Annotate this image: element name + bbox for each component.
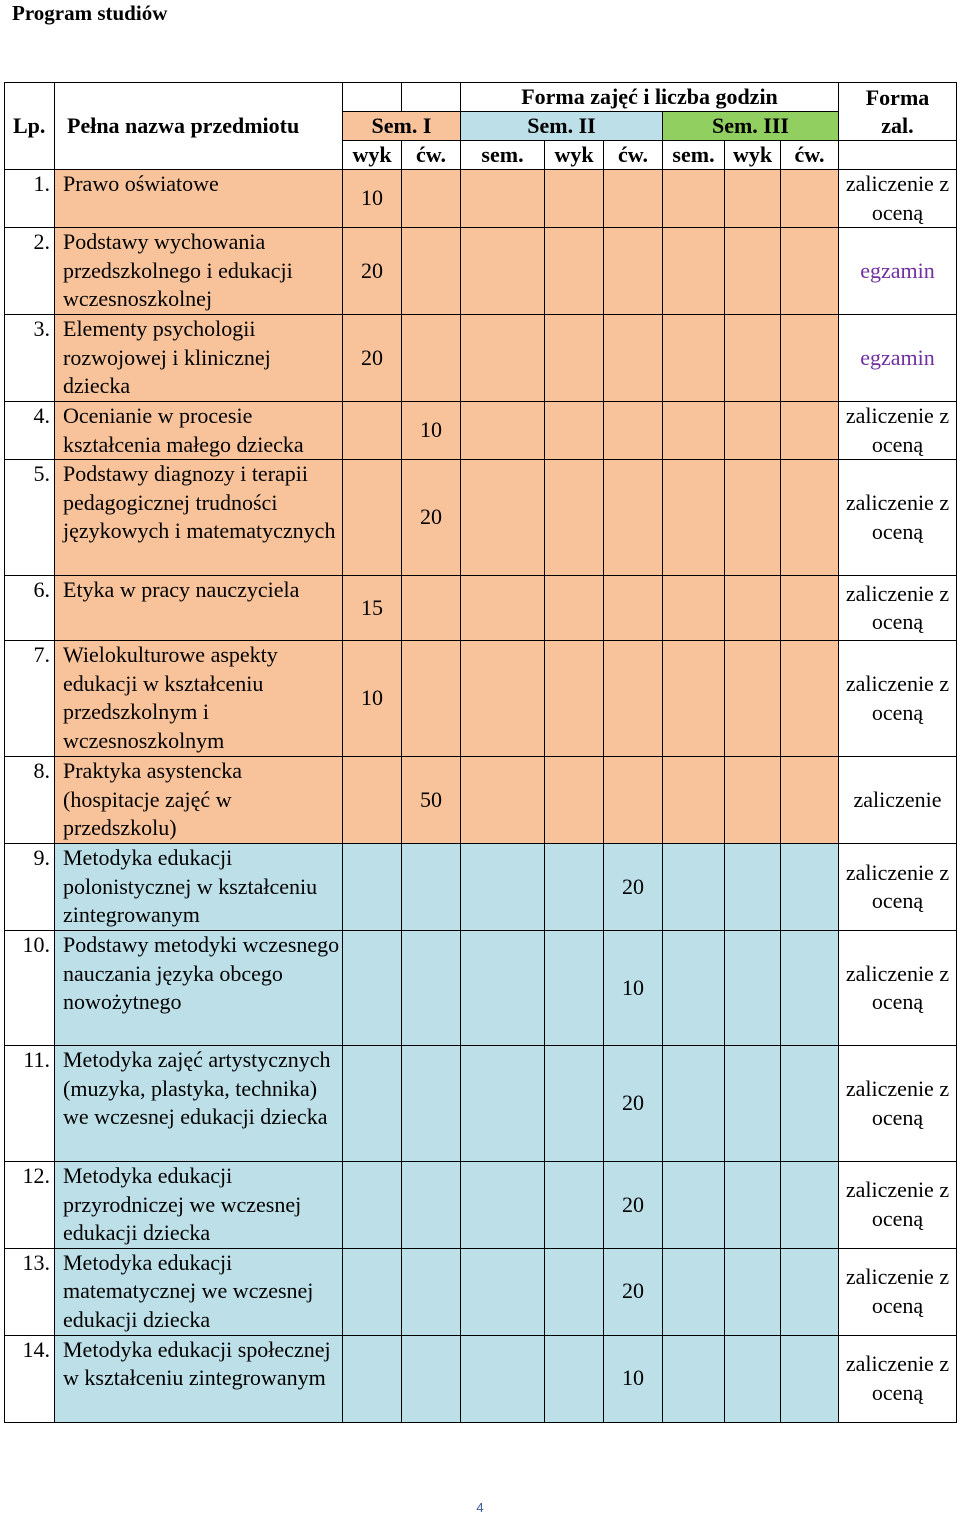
hours-cell-sem2 bbox=[663, 1046, 725, 1162]
hours-cell-sem2 bbox=[663, 315, 725, 402]
hours-cell-cw1: 10 bbox=[402, 402, 461, 460]
hours-cell-wyk1: 20 bbox=[343, 315, 402, 402]
hours-cell-sem1 bbox=[461, 931, 545, 1046]
hours-cell-sem1 bbox=[461, 641, 545, 757]
assessment-cell: zaliczenie z oceną bbox=[839, 170, 957, 228]
hours-cell-wyk2 bbox=[545, 757, 604, 844]
hours-cell-cw2: 10 bbox=[604, 931, 663, 1046]
lp-cell: 4. bbox=[5, 402, 55, 460]
subject-name-cell: Podstawy wychowania przedszkolnego i edukacji wczesnoszkolnej bbox=[55, 228, 343, 315]
hours-cell-sem2 bbox=[663, 1162, 725, 1249]
hours-cell-wyk2 bbox=[545, 402, 604, 460]
hours-cell-wyk1 bbox=[343, 1046, 402, 1162]
hours-cell-cw3 bbox=[781, 402, 839, 460]
assessment-cell: zaliczenie z oceną bbox=[839, 1248, 957, 1335]
hours-cell-sem2 bbox=[663, 931, 725, 1046]
hours-cell-cw2 bbox=[604, 576, 663, 641]
hours-cell-cw1 bbox=[402, 1335, 461, 1422]
hours-cell-cw2: 10 bbox=[604, 1335, 663, 1422]
hours-cell-cw2: 20 bbox=[604, 1046, 663, 1162]
subject-name-cell: Metodyka edukacji matematycznej we wczesnej edukacji dziecka bbox=[55, 1248, 343, 1335]
table-row bbox=[5, 460, 957, 576]
assessment-cell: zaliczenie z oceną bbox=[839, 576, 957, 641]
table-row bbox=[5, 757, 957, 844]
table-row bbox=[5, 931, 957, 1046]
table-row bbox=[5, 402, 957, 460]
hours-cell-cw2: 20 bbox=[604, 1248, 663, 1335]
hours-cell-wyk1: 10 bbox=[343, 170, 402, 228]
header-row-1 bbox=[5, 83, 957, 112]
hours-cell-cw1 bbox=[402, 1162, 461, 1249]
hours-cell-cw3 bbox=[781, 460, 839, 576]
assessment-cell: zaliczenie z oceną bbox=[839, 641, 957, 757]
hours-cell-wyk2 bbox=[545, 1162, 604, 1249]
lp-cell: 14. bbox=[5, 1335, 55, 1422]
hours-cell-sem2 bbox=[663, 757, 725, 844]
table-row bbox=[5, 1162, 957, 1249]
hours-cell-sem2 bbox=[663, 402, 725, 460]
hours-cell-sem1 bbox=[461, 576, 545, 641]
hours-cell-cw1 bbox=[402, 1248, 461, 1335]
table-row bbox=[5, 844, 957, 931]
header-spacer bbox=[343, 83, 402, 112]
table-row bbox=[5, 576, 957, 641]
hours-cell-wyk1 bbox=[343, 931, 402, 1046]
assessment-cell: zaliczenie z oceną bbox=[839, 1046, 957, 1162]
hours-cell-wyk3 bbox=[725, 315, 781, 402]
table-row bbox=[5, 315, 957, 402]
lp-cell: 3. bbox=[5, 315, 55, 402]
lp-cell: 13. bbox=[5, 1248, 55, 1335]
hours-cell-cw3 bbox=[781, 170, 839, 228]
hours-cell-sem1 bbox=[461, 228, 545, 315]
hours-cell-wyk1 bbox=[343, 402, 402, 460]
hours-cell-wyk3 bbox=[725, 460, 781, 576]
subject-name-cell: Metodyka edukacji społecznej w kształceniu zintegrowanym bbox=[55, 1335, 343, 1422]
hours-cell-wyk2 bbox=[545, 170, 604, 228]
hours-cell-sem2 bbox=[663, 170, 725, 228]
assessment-cell: egzamin bbox=[839, 228, 957, 315]
hours-cell-sem1 bbox=[461, 1248, 545, 1335]
hours-cell-sem1 bbox=[461, 844, 545, 931]
hours-cell-cw3 bbox=[781, 1046, 839, 1162]
lp-cell: 6. bbox=[5, 576, 55, 641]
assessment-cell: egzamin bbox=[839, 315, 957, 402]
hours-cell-wyk1 bbox=[343, 460, 402, 576]
hours-cell-wyk3 bbox=[725, 1162, 781, 1249]
assessment-cell: zaliczenie z oceną bbox=[839, 931, 957, 1046]
hours-cell-cw2 bbox=[604, 402, 663, 460]
lp-cell: 8. bbox=[5, 757, 55, 844]
sub-header: wyk bbox=[725, 141, 781, 170]
hours-cell-cw1 bbox=[402, 1046, 461, 1162]
name-header: Pełna nazwa przedmiotu bbox=[55, 83, 343, 170]
hours-cell-sem2 bbox=[663, 641, 725, 757]
hours-cell-wyk3 bbox=[725, 576, 781, 641]
program-body bbox=[5, 170, 957, 1423]
hours-cell-cw3 bbox=[781, 315, 839, 402]
subject-name-cell: Elementy psychologii rozwojowej i klinicznej dziecka bbox=[55, 315, 343, 402]
hours-cell-wyk3 bbox=[725, 1046, 781, 1162]
hours-cell-wyk2 bbox=[545, 1248, 604, 1335]
assessment-cell: zaliczenie z oceną bbox=[839, 402, 957, 460]
subject-name-cell: Podstawy diagnozy i terapii pedagogicznej trudności językowych i matematycznych bbox=[55, 460, 343, 576]
assessment-cell: zaliczenie z oceną bbox=[839, 844, 957, 931]
hours-cell-cw3 bbox=[781, 1248, 839, 1335]
assessment-cell: zaliczenie z oceną bbox=[839, 1162, 957, 1249]
lp-cell: 1. bbox=[5, 170, 55, 228]
hours-cell-sem2 bbox=[663, 844, 725, 931]
hours-cell-cw2 bbox=[604, 170, 663, 228]
hours-cell-wyk2 bbox=[545, 576, 604, 641]
hours-cell-cw1 bbox=[402, 641, 461, 757]
hours-cell-wyk3 bbox=[725, 641, 781, 757]
table-row bbox=[5, 1248, 957, 1335]
hours-cell-wyk2 bbox=[545, 228, 604, 315]
hours-cell-wyk2 bbox=[545, 641, 604, 757]
lp-cell: 7. bbox=[5, 641, 55, 757]
hours-cell-wyk1 bbox=[343, 1335, 402, 1422]
sub-header: sem. bbox=[461, 141, 545, 170]
hours-cell-wyk1 bbox=[343, 757, 402, 844]
table-row bbox=[5, 1335, 957, 1422]
lp-cell: 9. bbox=[5, 844, 55, 931]
hours-cell-cw2: 20 bbox=[604, 1162, 663, 1249]
hours-cell-sem1 bbox=[461, 1335, 545, 1422]
subject-name-cell: Metodyka zajęć artystycznych (muzyka, plastyka, technika) we wczesnej edukacji dziecka bbox=[55, 1046, 343, 1162]
sem3-header: Sem. III bbox=[663, 112, 839, 141]
hours-cell-cw2: 20 bbox=[604, 844, 663, 931]
hours-cell-wyk1: 15 bbox=[343, 576, 402, 641]
hours-cell-cw1 bbox=[402, 170, 461, 228]
hours-cell-cw3 bbox=[781, 931, 839, 1046]
hours-cell-cw1 bbox=[402, 315, 461, 402]
hours-cell-wyk1 bbox=[343, 1248, 402, 1335]
sub-header: ćw. bbox=[604, 141, 663, 170]
hours-cell-cw3 bbox=[781, 1335, 839, 1422]
lp-cell: 11. bbox=[5, 1046, 55, 1162]
hours-cell-cw1 bbox=[402, 931, 461, 1046]
subject-name-cell: Podstawy metodyki wczesnego nauczania języka obcego nowożytnego bbox=[55, 931, 343, 1046]
sem1-header: Sem. I bbox=[343, 112, 461, 141]
hours-cell-cw3 bbox=[781, 228, 839, 315]
hours-cell-wyk2 bbox=[545, 844, 604, 931]
hours-cell-cw2 bbox=[604, 315, 663, 402]
hours-cell-wyk3 bbox=[725, 228, 781, 315]
hours-cell-wyk3 bbox=[725, 402, 781, 460]
hours-cell-wyk2 bbox=[545, 1335, 604, 1422]
header-spacer bbox=[839, 141, 957, 170]
header-spacer bbox=[402, 83, 461, 112]
subject-name-cell: Prawo oświatowe bbox=[55, 170, 343, 228]
hours-cell-wyk3 bbox=[725, 1248, 781, 1335]
lp-cell: 10. bbox=[5, 931, 55, 1046]
subject-name-cell: Praktyka asystencka (hospitacje zajęć w przedszkolu) bbox=[55, 757, 343, 844]
hours-cell-sem2 bbox=[663, 1335, 725, 1422]
hours-cell-sem2 bbox=[663, 228, 725, 315]
hours-cell-cw3 bbox=[781, 757, 839, 844]
assessment-cell: zaliczenie bbox=[839, 757, 957, 844]
lp-cell: 12. bbox=[5, 1162, 55, 1249]
subject-name-cell: Etyka w pracy nauczyciela bbox=[55, 576, 343, 641]
hours-cell-cw2 bbox=[604, 460, 663, 576]
assessment-cell: zaliczenie z oceną bbox=[839, 460, 957, 576]
subject-name-cell: Ocenianie w procesie kształcenia małego dziecka bbox=[55, 402, 343, 460]
hours-cell-sem1 bbox=[461, 170, 545, 228]
hours-cell-wyk1: 10 bbox=[343, 641, 402, 757]
assessment-cell: zaliczenie z oceną bbox=[839, 1335, 957, 1422]
lp-cell: 2. bbox=[5, 228, 55, 315]
hours-cell-wyk2 bbox=[545, 315, 604, 402]
hours-cell-wyk2 bbox=[545, 460, 604, 576]
hours-cell-cw3 bbox=[781, 641, 839, 757]
hours-cell-cw1 bbox=[402, 576, 461, 641]
subject-name-cell: Metodyka edukacji przyrodniczej we wczesnej edukacji dziecka bbox=[55, 1162, 343, 1249]
hours-cell-cw3 bbox=[781, 1162, 839, 1249]
table-row bbox=[5, 228, 957, 315]
page-number: 4 bbox=[476, 1500, 484, 1515]
hours-cell-cw1: 50 bbox=[402, 757, 461, 844]
hours-cell-sem1 bbox=[461, 1046, 545, 1162]
hours-cell-cw3 bbox=[781, 844, 839, 931]
lp-header: Lp. bbox=[5, 83, 55, 170]
hours-cell-sem1 bbox=[461, 1162, 545, 1249]
hours-cell-sem2 bbox=[663, 460, 725, 576]
subject-name-cell: Wielokulturowe aspekty edukacji w kształceniu przedszkolnym i wczesnoszkolnym bbox=[55, 641, 343, 757]
hours-cell-sem1 bbox=[461, 460, 545, 576]
lp-cell: 5. bbox=[5, 460, 55, 576]
hours-cell-wyk2 bbox=[545, 931, 604, 1046]
hours-cell-wyk1 bbox=[343, 844, 402, 931]
hours-cell-wyk2 bbox=[545, 1046, 604, 1162]
hours-cell-sem2 bbox=[663, 576, 725, 641]
hours-cell-wyk3 bbox=[725, 931, 781, 1046]
hours-cell-wyk3 bbox=[725, 1335, 781, 1422]
hours-cell-sem1 bbox=[461, 402, 545, 460]
sem2-header: Sem. II bbox=[461, 112, 663, 141]
study-program-table bbox=[4, 82, 957, 1423]
hours-cell-wyk3 bbox=[725, 844, 781, 931]
hours-cell-wyk1: 20 bbox=[343, 228, 402, 315]
sub-header: sem. bbox=[663, 141, 725, 170]
table-row bbox=[5, 641, 957, 757]
hours-cell-cw1 bbox=[402, 844, 461, 931]
hours-cell-cw1: 20 bbox=[402, 460, 461, 576]
sub-header: wyk bbox=[343, 141, 402, 170]
hours-cell-sem1 bbox=[461, 757, 545, 844]
sub-header: wyk bbox=[545, 141, 604, 170]
forma-zal-header: Forma zal. bbox=[839, 83, 957, 141]
hours-cell-cw1 bbox=[402, 228, 461, 315]
hours-cell-cw2 bbox=[604, 757, 663, 844]
forma-zajec-header: Forma zajęć i liczba godzin bbox=[461, 83, 839, 112]
sub-header: ćw. bbox=[402, 141, 461, 170]
hours-cell-cw3 bbox=[781, 576, 839, 641]
hours-cell-wyk3 bbox=[725, 757, 781, 844]
hours-cell-wyk1 bbox=[343, 1162, 402, 1249]
hours-cell-sem1 bbox=[461, 315, 545, 402]
hours-cell-cw2 bbox=[604, 641, 663, 757]
table-row bbox=[5, 1046, 957, 1162]
sub-header: ćw. bbox=[781, 141, 839, 170]
hours-cell-sem2 bbox=[663, 1248, 725, 1335]
hours-cell-cw2 bbox=[604, 228, 663, 315]
page-title: Program studiów bbox=[12, 1, 168, 25]
table-row bbox=[5, 170, 957, 228]
hours-cell-wyk3 bbox=[725, 170, 781, 228]
subject-name-cell: Metodyka edukacji polonistycznej w kształceniu zintegrowanym bbox=[55, 844, 343, 931]
